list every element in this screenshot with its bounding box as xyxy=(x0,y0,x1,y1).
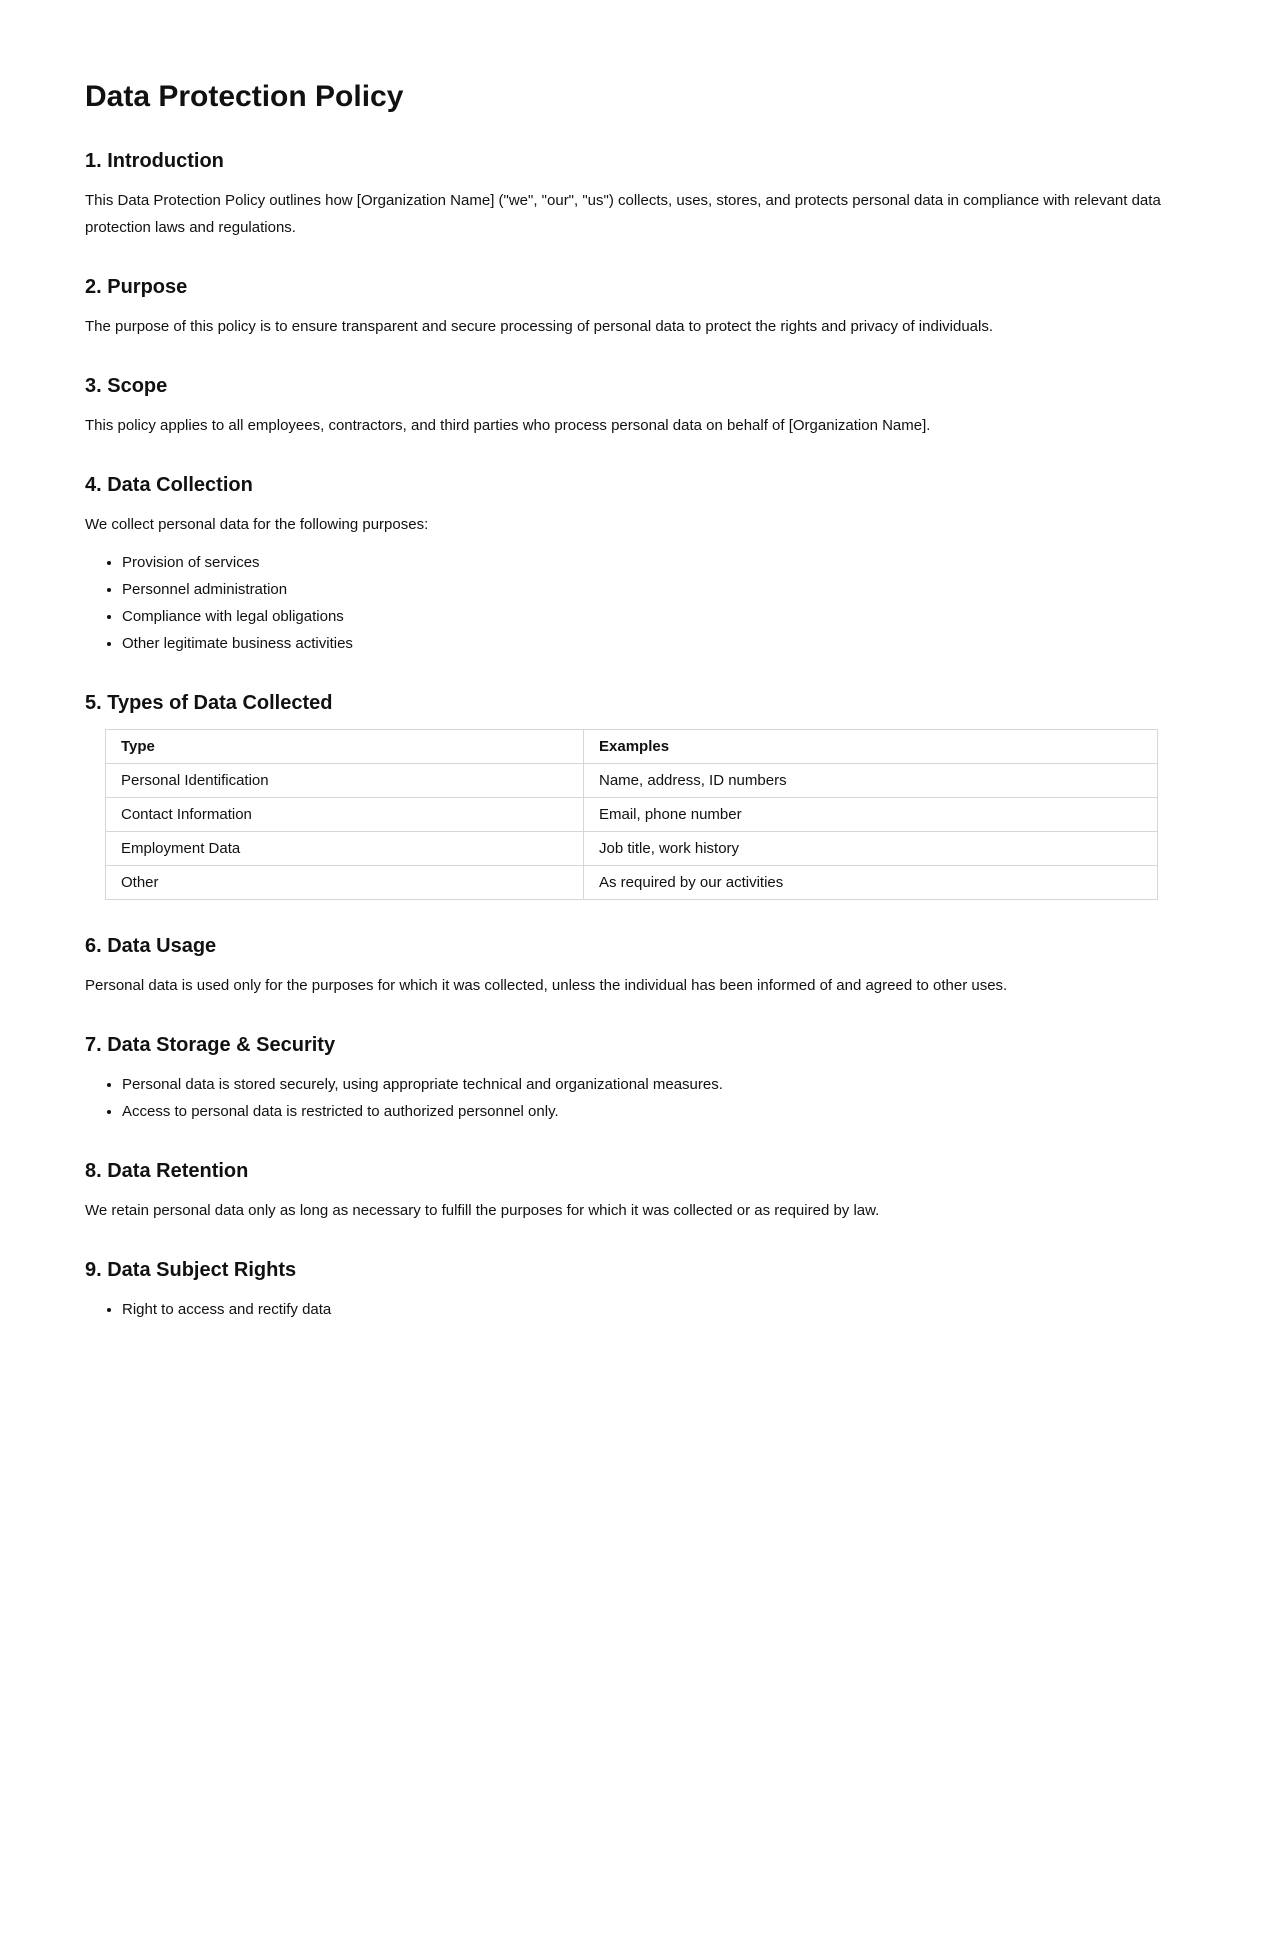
section-heading: 8. Data Retention xyxy=(85,1159,249,1182)
section-heading: 3. Scope xyxy=(85,374,168,397)
document-section xyxy=(85,1032,1178,1125)
bullet-list xyxy=(85,1071,1178,1125)
table-row xyxy=(106,797,1158,831)
table-cell: Employment Data xyxy=(106,831,584,865)
document-section xyxy=(85,1257,1178,1323)
bullet-item: • Provision of services xyxy=(122,549,1178,576)
section-paragraph: We collect personal data for the following purposes: xyxy=(85,515,429,533)
section-heading: 6. Data Usage xyxy=(85,934,217,957)
table-cell: Job title, work history xyxy=(584,831,1158,865)
document-section xyxy=(85,472,1178,657)
section-heading: 2. Purpose xyxy=(85,275,188,298)
section-paragraph: We retain personal data only as long as necessary to fulfill the purposes for which it was collected or as required by law. xyxy=(85,1201,880,1219)
document-section xyxy=(85,274,1178,340)
document-sections xyxy=(85,148,1178,1323)
bullet-item: • Personnel administration xyxy=(122,576,1178,603)
document-section xyxy=(85,1158,1178,1224)
section-paragraph: The purpose of this policy is to ensure transparent and secure processing of personal data to protect the rights and privacy of individuals. xyxy=(85,317,994,335)
document-section xyxy=(85,690,1178,900)
section-heading: 1. Introduction xyxy=(85,149,224,172)
section-heading: 9. Data Subject Rights xyxy=(85,1258,297,1281)
section-paragraph: This Data Protection Policy outlines how [Organization Name] ("we", "our", "us") collects, uses, stores, and protects personal data in compliance with relevant data protection laws and regulations. xyxy=(85,191,1161,236)
table-row xyxy=(106,865,1158,899)
section-heading: 4. Data Collection xyxy=(85,473,253,496)
bullet-list xyxy=(85,1296,1178,1323)
section-paragraph: This policy applies to all employees, contractors, and third parties who process personal data on behalf of [Organization Name]. xyxy=(85,416,931,434)
table-header-cell: Examples xyxy=(584,729,1158,763)
table-cell: Personal Identification xyxy=(106,763,584,797)
bullet-item: • Compliance with legal obligations xyxy=(122,603,1178,630)
data-types-table xyxy=(105,729,1158,900)
document-title: Data Protection Policy xyxy=(85,80,404,113)
section-paragraph: Personal data is used only for the purposes for which it was collected, unless the individual has been informed of and agreed to other uses. xyxy=(85,976,1008,994)
table-cell: Other xyxy=(106,865,584,899)
table-row xyxy=(106,763,1158,797)
section-heading: 5. Types of Data Collected xyxy=(85,691,333,714)
table-cell: Contact Information xyxy=(106,797,584,831)
table-cell: Name, address, ID numbers xyxy=(584,763,1158,797)
table-row xyxy=(106,831,1158,865)
table-header-row xyxy=(106,729,1158,763)
bullet-item: • Access to personal data is restricted to authorized personnel only. xyxy=(122,1098,1178,1125)
document-section xyxy=(85,148,1178,241)
table-cell: As required by our activities xyxy=(584,865,1158,899)
bullet-list xyxy=(85,549,1178,657)
bullet-item: • Other legitimate business activities xyxy=(122,630,1178,657)
bullet-item: • Personal data is stored securely, using appropriate technical and organizational measures. xyxy=(122,1071,1178,1098)
table-header-cell: Type xyxy=(106,729,584,763)
document-section xyxy=(85,933,1178,999)
table-cell: Email, phone number xyxy=(584,797,1158,831)
section-heading: 7. Data Storage & Security xyxy=(85,1033,336,1056)
bullet-item: • Right to access and rectify data xyxy=(122,1296,1178,1323)
document-section xyxy=(85,373,1178,439)
